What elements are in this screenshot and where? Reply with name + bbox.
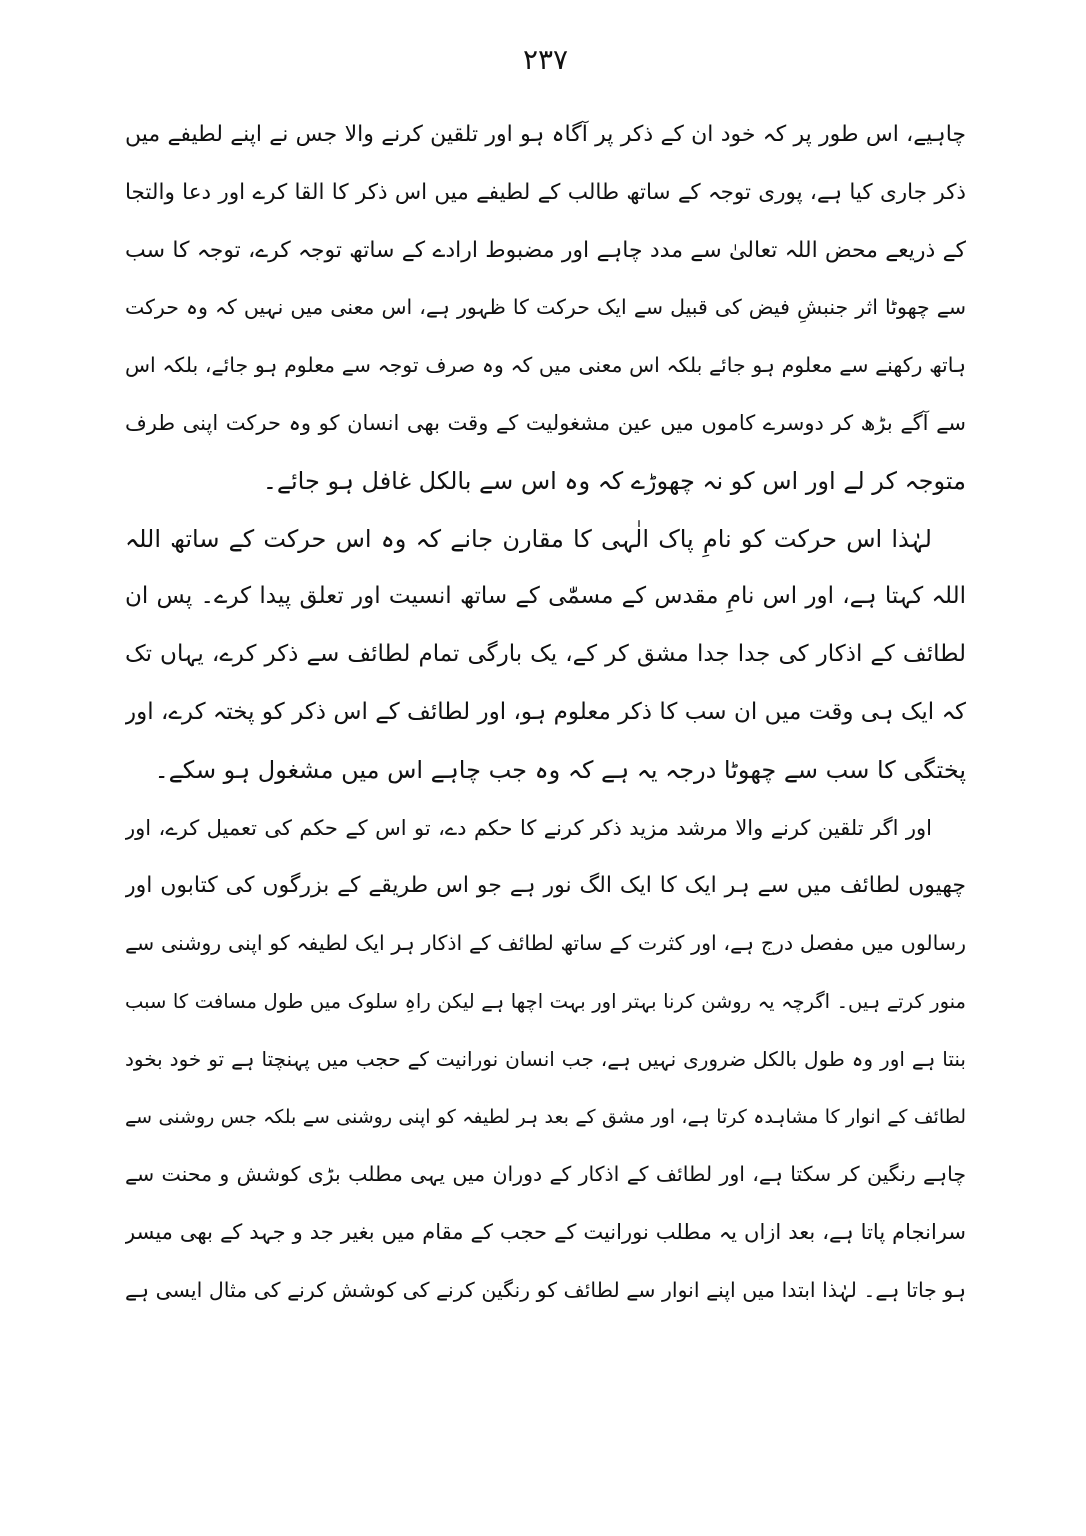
text-line: چھیوں لطائف میں سے ہر ایک کا ایک الگ نور ہے جو اس طریقے کے بزرگوں کی کتابوں اور: [125, 873, 966, 899]
text-line: متوجہ کر لے اور اس کو نہ چھوڑے کہ وہ اس سے بالکل غافل ہو جائے۔: [262, 466, 966, 495]
text-line: ذکر جاری کیا ہے، پوری توجہ کے ساتھ طالب کے لطیفے میں اس ذکر کا القا کرے اور دعا والتجا: [125, 179, 966, 205]
text-line: سرانجام پاتا ہے، بعد ازاں یہ مطلب نورانیت کے حجب کے مقام میں بغیر جد و جہد کے بھی میسر: [125, 1220, 966, 1245]
text-line: لہٰذا اس حرکت کو نامِ پاک الٰہی کا مقارن جانے کہ وہ اس حرکت کے ساتھ اللہ: [125, 524, 932, 553]
text-line: ہو جاتا ہے۔ لہٰذا ابتدا میں اپنے انوار سے لطائف کو رنگین کرنے کی کوشش کرنے کی مثال ایسی ہے: [125, 1277, 966, 1302]
text-line: لطائف کے انوار کا مشاہدہ کرتا ہے، اور مشق کے بعد ہر لطیفہ کو اپنی روشنی سے بلکہ جس روشنی سے: [125, 1105, 966, 1128]
text-line: اللہ کہتا ہے، اور اس نامِ مقدس کے مسمّٰی کے ساتھ انسیت اور تعلق پیدا کرے۔ پس ان: [125, 583, 966, 610]
text-line: بنتا ہے اور وہ طول بالکل ضروری نہیں ہے، جب انسان نورانیت کے حجب میں پہنچتا ہے تو خود بخود: [125, 1046, 966, 1071]
page-number: ۲۳۷: [522, 43, 569, 76]
text-line: ہاتھ رکھنے سے معلوم ہو جائے بلکہ اس معنی میں کہ وہ صرف توجہ سے معلوم ہو جائے، بلکہ اس: [125, 353, 966, 378]
text-line: کے ذریعے محض اللہ تعالیٰ سے مدد چاہے اور مضبوط ارادے کے ساتھ توجہ کرے، توجہ کا سب: [125, 237, 966, 263]
body-text: [125, 106, 966, 1320]
text-line: لطائف کے اذکار کی جدا جدا مشق کر کے، یک بارگی تمام لطائف سے ذکر کرے، یہاں تک: [125, 641, 966, 668]
text-line: پختگی کا سب سے چھوٹا درجہ یہ ہے کہ وہ جب چاہے اس میں مشغول ہو سکے۔: [154, 755, 966, 784]
text-line: منور کرتے ہیں۔ اگرچہ یہ روشن کرنا بہتر اور بہت اچھا ہے لیکن راہِ سلوک میں طول مسافت کا سبب: [125, 989, 966, 1013]
text-line: سے آگے بڑھ کر دوسرے کاموں میں عین مشغولیت کے وقت بھی انسان کو وہ حرکت اپنی طرف: [125, 410, 966, 435]
text-line: اور اگر تلقین کرنے والا مرشد مزید ذکر کرنے کا حکم دے، تو اس کے حکم کی تعمیل کرے، اور: [125, 815, 932, 840]
text-line: سے چھوٹا اثر جنبشِ فیض کی قبیل سے ایک حرکت کا ظہور ہے، اس معنی میں نہیں کہ وہ حرکت: [125, 295, 966, 320]
text-line: رسالوں میں مفصل درج ہے، اور کثرت کے ساتھ لطائف کے اذکار ہر ایک لطیفہ کو اپنی روشنی سے: [125, 931, 966, 956]
text-line: کہ ایک ہی وقت میں ان سب کا ذکر معلوم ہو، اور لطائف کے اس ذکر کو پختہ کرے، اور: [125, 698, 966, 725]
text-line: چاہیے، اس طور پر کہ خود ان کے ذکر پر آگاہ ہو اور تلقین کرنے والا جس نے اپنے لطیفے میں: [125, 122, 966, 147]
text-line: چاہے رنگین کر سکتا ہے، اور لطائف کے اذکار کے دوران میں یہی مطلب بڑی کوشش و محنت سے: [125, 1162, 966, 1187]
